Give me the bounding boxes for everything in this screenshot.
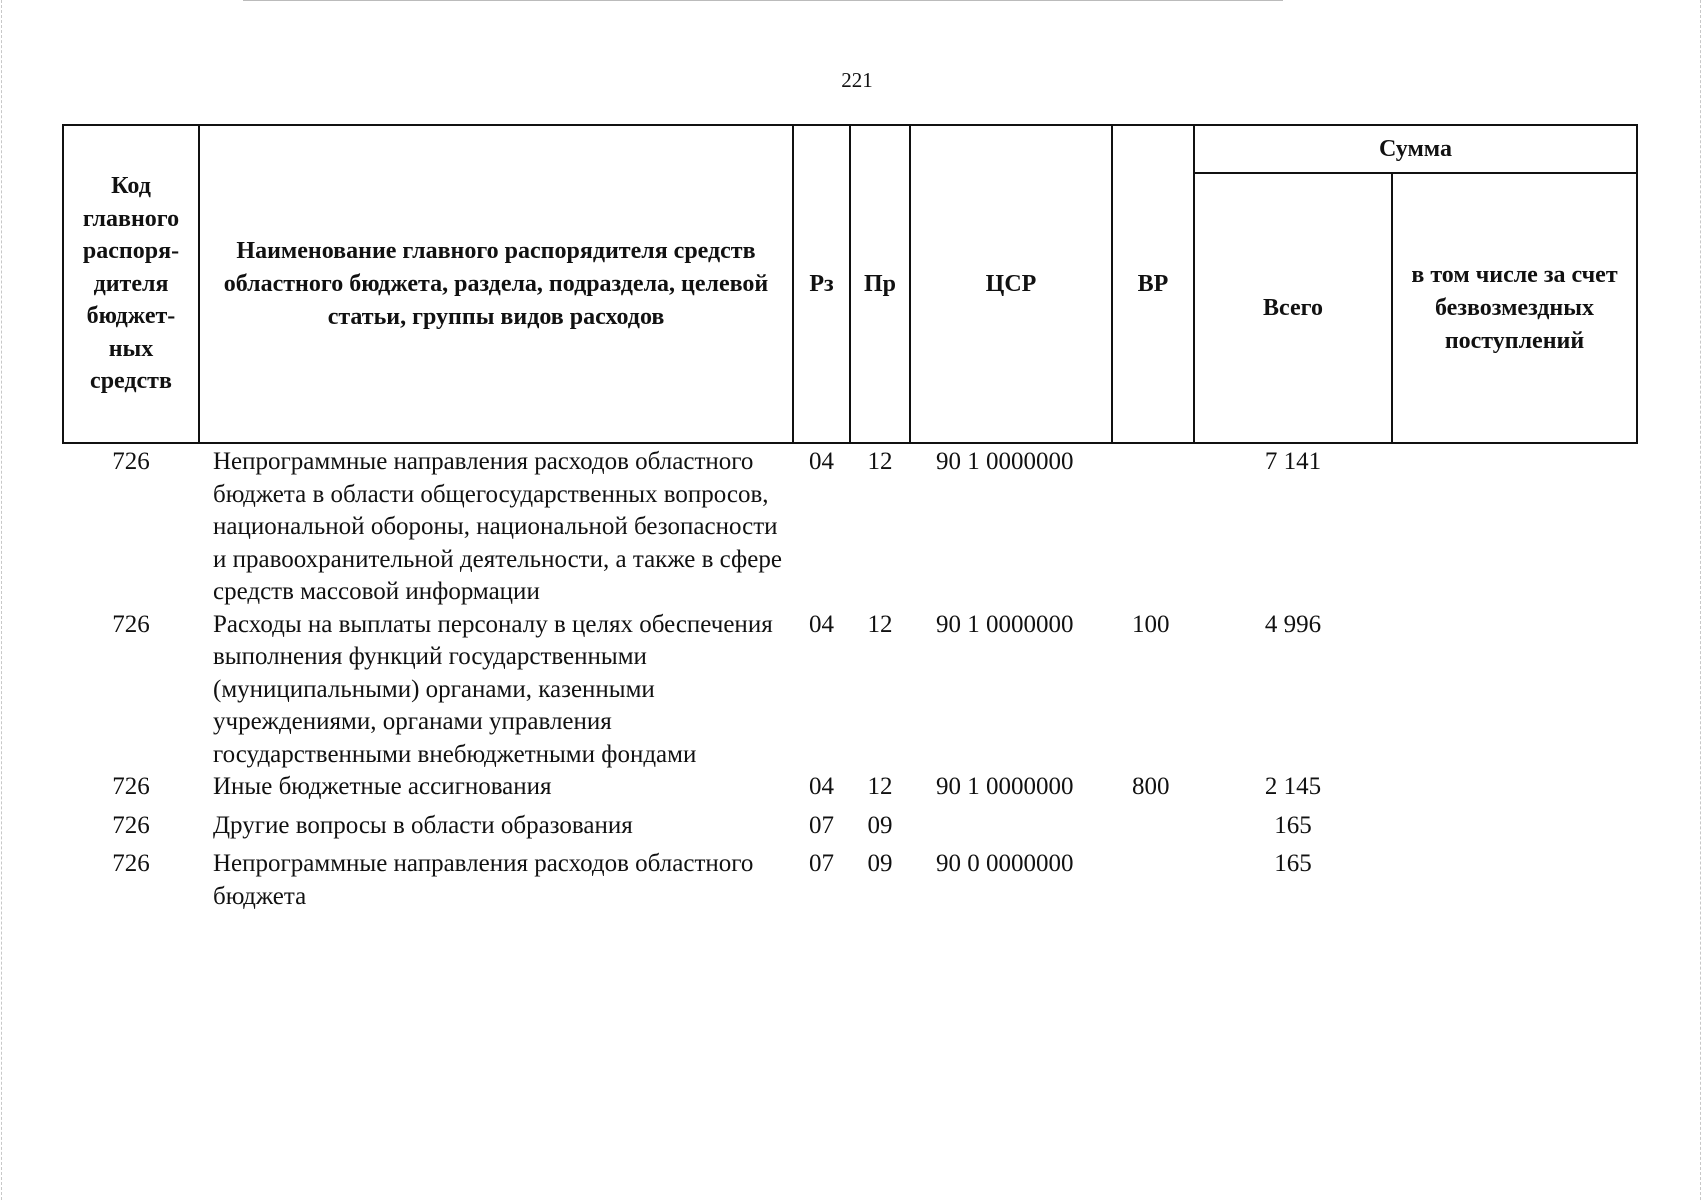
header-name: Наименование главного распорядителя средств областного бюджета, раздела, подраздела, целевой статьи, группы видов расходов bbox=[199, 125, 793, 443]
cell-free bbox=[1392, 842, 1637, 913]
cell-csr: 90 1 0000000 bbox=[936, 448, 1074, 475]
table-row bbox=[63, 443, 1637, 609]
table-row bbox=[63, 804, 1637, 843]
cell-rz: 07 bbox=[809, 850, 834, 877]
left-page-edge bbox=[1, 0, 2, 1200]
budget-table bbox=[62, 124, 1638, 913]
table-row bbox=[63, 771, 1637, 804]
header-pr: Пр bbox=[850, 125, 910, 443]
cell-csr: 90 0 0000000 bbox=[936, 850, 1074, 877]
table-row bbox=[63, 842, 1637, 913]
cell-kod: 726 bbox=[112, 448, 150, 475]
cell-total: 165 bbox=[1274, 811, 1312, 839]
cell-total: 165 bbox=[1274, 850, 1312, 877]
cell-kod: 726 bbox=[112, 850, 150, 877]
cell-rz: 04 bbox=[809, 610, 834, 638]
cell-name: Другие вопросы в области образования bbox=[213, 811, 633, 839]
cell-pr: 09 bbox=[867, 850, 893, 877]
header-sum: Сумма bbox=[1194, 125, 1637, 173]
right-page-edge bbox=[1700, 0, 1701, 1200]
cell-csr: 90 1 0000000 bbox=[936, 610, 1074, 638]
cell-kod: 726 bbox=[112, 773, 150, 800]
cell-free bbox=[1392, 804, 1637, 843]
page-number: 221 bbox=[841, 68, 873, 92]
header-rz: Рз bbox=[793, 125, 850, 443]
cell-name: Непрограммные направления расходов областного бюджета в области общегосударственных вопросов, национальной обороны, национальной безопасности и правоохранительной деятельности, а также в сфере средств массовой информации bbox=[213, 448, 782, 605]
cell-pr: 12 bbox=[867, 448, 893, 475]
cell-kod: 726 bbox=[112, 610, 150, 638]
cell-name: Расходы на выплаты персоналу в целях обеспечения выполнения функций государственными (муниципальными) органами, казенными учреждениями, органами управления государственными внебюджетными фондами bbox=[213, 610, 773, 768]
cell-total: 7 141 bbox=[1264, 448, 1322, 475]
cell-total: 2 145 bbox=[1264, 773, 1322, 800]
header-free: в том числе за счет безвозмездных поступлений bbox=[1392, 173, 1637, 443]
top-scan-rule bbox=[243, 0, 1283, 1]
cell-vr bbox=[1112, 443, 1194, 609]
table-header bbox=[63, 125, 1637, 443]
cell-vr: 100 bbox=[1132, 610, 1170, 638]
header-csr: ЦСР bbox=[910, 125, 1112, 443]
cell-vr: 800 bbox=[1132, 773, 1170, 800]
header-vr: ВР bbox=[1112, 125, 1194, 443]
cell-kod: 726 bbox=[112, 811, 150, 839]
cell-csr: 90 1 0000000 bbox=[936, 773, 1074, 800]
cell-pr: 12 bbox=[867, 610, 893, 638]
cell-csr bbox=[910, 804, 1112, 843]
cell-pr: 09 bbox=[867, 811, 893, 839]
cell-total: 4 996 bbox=[1264, 610, 1322, 638]
table-body bbox=[63, 443, 1637, 913]
cell-pr: 12 bbox=[867, 773, 893, 800]
cell-free bbox=[1392, 771, 1637, 804]
cell-rz: 07 bbox=[809, 811, 834, 839]
cell-name: Иные бюджетные ассигнования bbox=[213, 773, 552, 800]
cell-vr bbox=[1112, 804, 1194, 843]
cell-free bbox=[1392, 609, 1637, 772]
header-kod: Код главного распоря-дителя бюджет-ных средств bbox=[63, 125, 199, 443]
header-total: Всего bbox=[1194, 173, 1392, 443]
cell-rz: 04 bbox=[809, 448, 834, 475]
cell-vr bbox=[1112, 842, 1194, 913]
cell-name: Непрограммные направления расходов областного бюджета bbox=[213, 850, 754, 910]
cell-rz: 04 bbox=[809, 773, 834, 800]
cell-free bbox=[1392, 443, 1637, 609]
table-row bbox=[63, 609, 1637, 772]
